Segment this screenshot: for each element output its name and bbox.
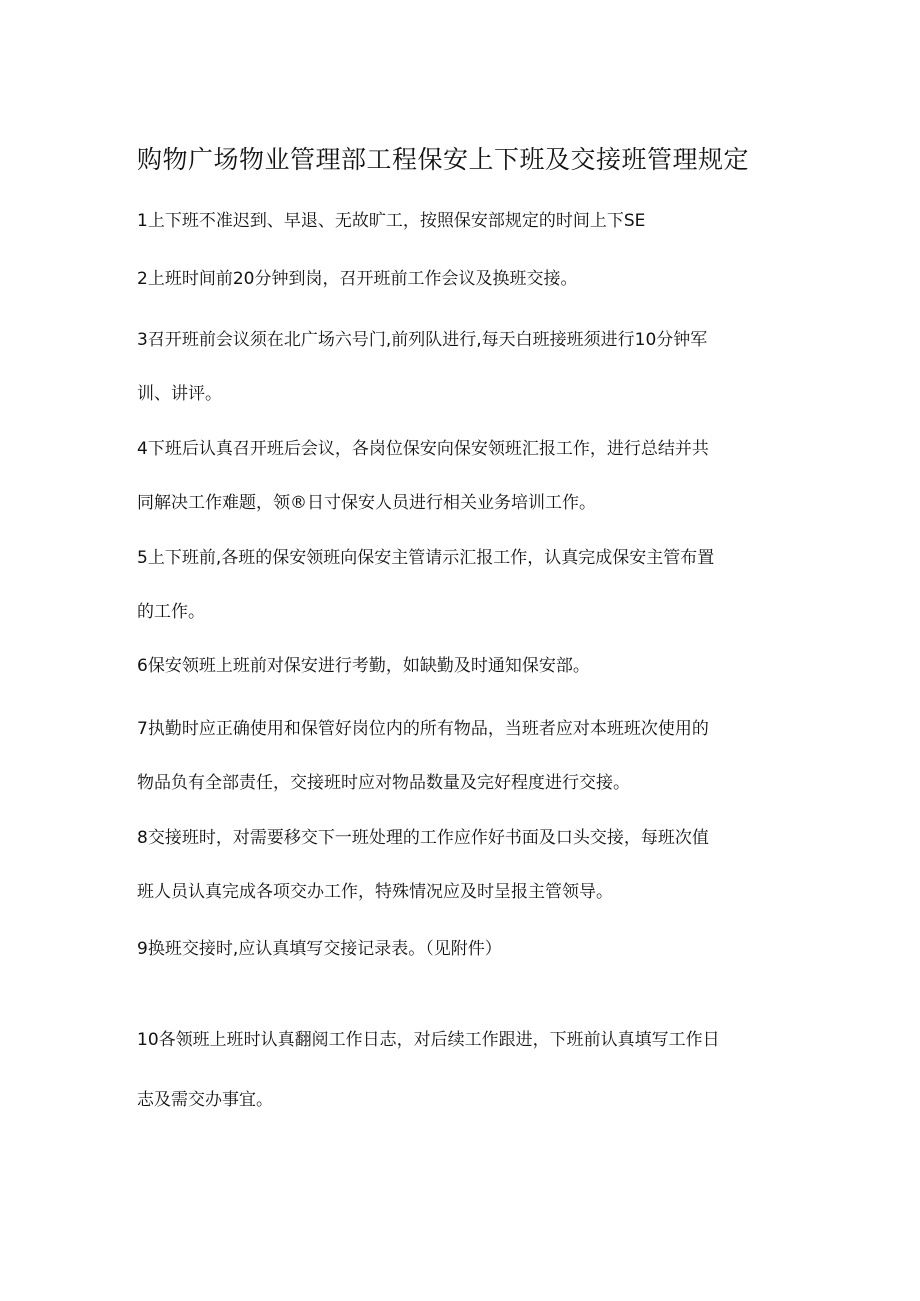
- paragraph-line: 训、讲评。: [137, 384, 222, 404]
- rule-paragraph-1: [137, 206, 782, 236]
- document-title: 购物广场物业管理部工程保安上下班及交接班管理规定: [137, 145, 750, 174]
- rule-paragraph-3: [137, 325, 782, 409]
- paragraph-line: 10各领班上班时认真翻阅工作日志，对后续工作跟进，下班前认真填写工作日: [137, 1030, 720, 1050]
- paragraph-line: 班人员认真完成各项交办工作，特殊情况应及时呈报主管领导。: [137, 882, 613, 902]
- rule-paragraph-9: [137, 934, 782, 964]
- paragraph-line: 9换班交接时,应认真填写交接记录表。（见附件）: [137, 939, 502, 959]
- paragraph-line: 物品负有全部责任，交接班时应对物品数量及完好程度进行交接。: [137, 773, 630, 793]
- rule-paragraph-5: [137, 543, 782, 627]
- rule-paragraph-7: [137, 714, 782, 798]
- paragraph-line: 2上班时间前20分钟到岗，召开班前工作会议及换班交接。: [137, 269, 578, 289]
- paragraph-line: 5上下班前,各班的保安领班向保安主管请示汇报工作，认真完成保安主管布置: [137, 548, 715, 568]
- rule-paragraph-10: [137, 1025, 782, 1115]
- rule-paragraph-4: [137, 434, 782, 518]
- paragraph-line: 的工作。: [137, 602, 205, 622]
- rule-paragraph-6: [137, 651, 782, 681]
- rule-paragraph-2: [137, 264, 782, 294]
- paragraph-line: 4下班后认真召开班后会议，各岗位保安向保安领班汇报工作，进行总结并共: [137, 439, 709, 459]
- paragraph-line: 6保安领班上班前对保安进行考勤，如缺勤及时通知保安部。: [137, 656, 590, 676]
- paragraph-line: 志及需交办事宜。: [137, 1090, 273, 1110]
- rule-paragraph-8: [137, 823, 782, 907]
- paragraph-line: 7执勤时应正确使用和保管好岗位内的所有物品，当班者应对本班班次使用的: [137, 719, 709, 739]
- paragraph-line: 3召开班前会议须在北广场六号门,前列队进行,每天白班接班须进行10分钟军: [137, 330, 708, 350]
- paragraph-line: 同解决工作难题，领®日寸保安人员进行相关业务培训工作。: [137, 493, 596, 513]
- paragraph-line: 1上下班不准迟到、早退、无故旷工，按照保安部规定的时间上下SE: [137, 211, 646, 231]
- paragraph-line: 8交接班时，对需要移交下一班处理的工作应作好书面及口头交接，每班次值: [137, 828, 709, 848]
